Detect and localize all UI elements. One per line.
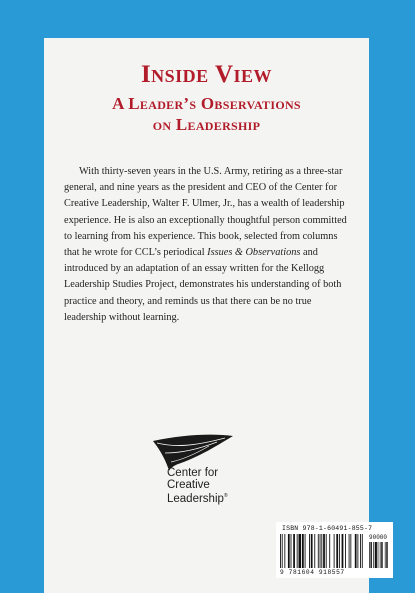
subtitle-line-2: on Leadership: [152, 115, 261, 134]
barcode-bar: [309, 534, 310, 568]
barcode-bar: [360, 534, 361, 568]
subtitle-line-1: A Leader’s Observations: [112, 94, 301, 113]
book-title: Inside View: [140, 61, 273, 88]
trademark-symbol: ®: [223, 493, 228, 499]
price-code: 90000: [369, 534, 388, 541]
barcode-bar: [280, 534, 281, 568]
barcode-bar: [326, 534, 327, 568]
barcode-bar: [350, 534, 351, 568]
barcode-bar: [311, 534, 313, 568]
publisher-name-line-3-text: Leadership: [167, 492, 224, 505]
barcode-bar: [321, 534, 322, 568]
barcode-bar: [329, 534, 330, 568]
barcode-bar: [349, 534, 350, 568]
book-description: [64, 164, 349, 326]
book-subtitle: [44, 93, 369, 135]
barcode-bar: [342, 534, 344, 568]
barcode-bar: [381, 542, 382, 568]
barcode-bar: [380, 542, 381, 568]
barcode-bar: [284, 534, 285, 568]
barcode-bar: [345, 534, 346, 568]
barcode-bar: [357, 534, 358, 568]
barcode-bar: [320, 534, 321, 568]
barcode-bar: [288, 534, 290, 568]
publisher-name-line-1: Center for: [167, 467, 219, 479]
barcode-bar: [370, 542, 371, 568]
barcode-bar: [385, 542, 386, 568]
isbn-number: ISBN 978-1-60491-855-7: [282, 525, 373, 532]
barcode-bar: [323, 534, 325, 568]
barcode-bar: [297, 534, 298, 568]
barcode-bar: [291, 534, 292, 568]
cover-panel: [44, 38, 369, 593]
isbn-barcode: [276, 522, 393, 578]
barcode-bar: [282, 534, 283, 568]
publisher-name-line-3: [167, 491, 228, 505]
publisher-name-line-2: Creative: [167, 478, 210, 491]
publisher-name: [167, 468, 228, 505]
barcode-bar: [302, 534, 304, 568]
description-text-2: and introduced by an adaptation of an essay written for the Kellogg Leadership Studies Project, demonstrates his understanding of both practice and theory, and reminds us that there can be no true leadership without learning.: [64, 247, 342, 323]
ean-number: 9 781604 918557: [280, 569, 345, 576]
periodical-name: Issues & Observations: [207, 247, 301, 259]
barcode-bar: [369, 542, 370, 568]
barcode-bar: [336, 534, 338, 568]
barcode-bar: [334, 534, 335, 568]
publisher-logo: [151, 433, 261, 513]
price-barcode-bars: [369, 542, 390, 568]
barcode-bar: [362, 534, 363, 568]
barcode-bar: [373, 542, 374, 568]
barcode-bar: [293, 534, 295, 568]
ean-barcode-bars: [280, 534, 366, 568]
barcode-bar: [375, 542, 377, 568]
barcode-bar: [355, 534, 357, 568]
barcode-bar: [298, 534, 301, 568]
barcode-bar: [339, 534, 340, 568]
barcode-bar: [314, 534, 315, 568]
barcode-bar: [378, 542, 379, 568]
description-text-1: With thirty-seven years in the U.S. Army, retiring as a three-star general, and nine years as the president and CEO of the Center for Creative Leadership, Walter F. Ulmer, Jr., has a wealth of leadership experience. He is also an exceptionally thoughtful person committed to learning from his experience. This book, selected from columns that he wrote for CCL’s periodical: [64, 166, 347, 259]
barcode-bar: [318, 534, 319, 568]
barcode-bar: [305, 534, 306, 568]
barcode-bar: [386, 542, 387, 568]
